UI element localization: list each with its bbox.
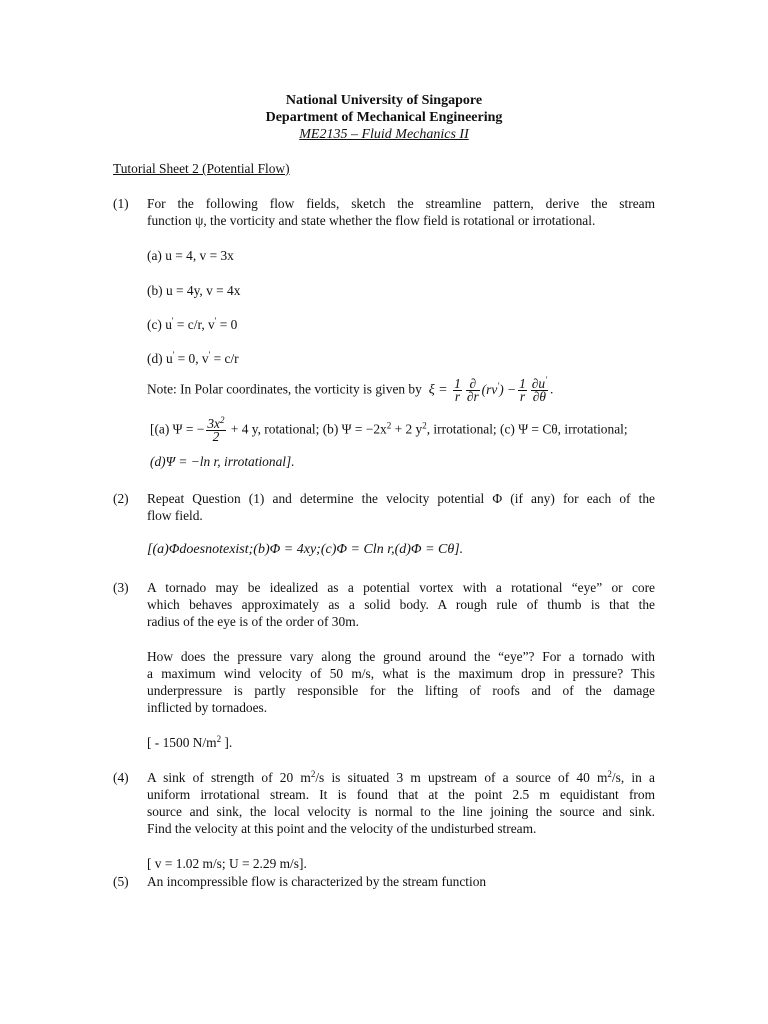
q5-number: (5) xyxy=(113,874,129,889)
q4-line1: A sink of strength of 20 $m^2/s$ is situated 3 m upstream of a source of 40 $m^2/s$, in a xyxy=(147,769,655,785)
q2-number: (2) xyxy=(113,491,129,506)
q3-p1-line2: which behaves approximately as a solid body. A rough rule of thumb is that the xyxy=(147,597,655,612)
course-title: ME2135 – Fluid Mechanics II xyxy=(299,127,469,142)
q3-p1-line3: radius of the eye is of the order of 30m. xyxy=(147,614,359,629)
department-title: Department of Mechanical Engineering xyxy=(265,110,503,125)
q4-line2: uniform irrotational stream. It is found that at the point 2.5 m equidistant from xyxy=(147,787,655,802)
q1-part-a: (a) u = 4, v = 3x xyxy=(147,248,234,263)
q2-line1: Repeat Question (1) and determine the velocity potential Φ (if any) for each of the xyxy=(147,491,655,506)
q3-p1-line1: A tornado may be idealized as a potential vortex with a rotational “eye” or core xyxy=(147,580,655,595)
q1-line2: function ψ, the vorticity and state whether the flow field is rotational or irrotational. xyxy=(147,213,596,228)
q1-number: (1) xyxy=(113,196,129,211)
q4-answer: [ v = 1.02 m/s; U = 2.29 m/s]. xyxy=(147,856,307,871)
q2-line2: flow field. xyxy=(147,508,203,523)
q3-number: (3) xyxy=(113,580,129,595)
q3-p2-line1: How does the pressure vary along the ground around the “eye”? For a tornado with xyxy=(147,649,655,664)
university-title: National University of Singapore xyxy=(285,93,483,108)
q1-part-d: (d) u' = 0, v' = c/r xyxy=(147,350,239,366)
q4-number: (4) xyxy=(113,770,129,785)
q4-line3: source and sink, the local velocity is normal to the line joining the source and sink. xyxy=(147,804,655,819)
q1-line1: For the following flow fields, sketch the streamline pattern, derive the stream xyxy=(147,196,655,211)
q3-p2-line4: inflicted by tornadoes. xyxy=(147,700,268,715)
q1-answer-line1: [(a) Ψ = − $\frac{3x^2}{2}$ + 4 y, rotational; (b) $\Psi = -2x^2 + 2$ $y^2$, irrotational; (c) Ψ = Cθ, irrotational; xyxy=(150,415,628,444)
q4-line4: Find the velocity at this point and the velocity of the undisturbed stream. xyxy=(147,821,537,836)
q1-part-b: (b) u = 4y, v = 4x xyxy=(147,283,241,298)
q1-answer-line2: (d)Ψ = −ln r, irrotational]. xyxy=(150,454,295,469)
q5-line1: An incompressible flow is characterized by the stream function xyxy=(147,874,487,889)
q3-p2-line3: underpressure is partly responsible for the lifting of roofs and of the damage xyxy=(147,683,655,698)
q3-answer: [ - 1500 $N/m^2$ ]. xyxy=(147,734,233,750)
q1-part-c: (c) u' = c/r, v' = 0 xyxy=(147,316,238,332)
sheet-title: Tutorial Sheet 2 (Potential Flow) xyxy=(113,161,290,176)
q3-p2-line2: a maximum wind velocity of 50 m/s, what is the maximum drop in pressure? This xyxy=(147,666,655,681)
q2-answer: [(a)Φdoesnotexist;(b)Φ = 4xy;(c)Φ = Cln r,(d)Φ = Cθ]. xyxy=(147,542,464,557)
q1-vorticity-note: Note: In Polar coordinates, the vorticity is given by ξ = $\frac{1}{r}$ $\frac{\partial}{\partial r}$ (rv') − $\frac{1}{r}$ $\frac{\partial u'}{\partial\theta}$ . xyxy=(147,375,554,404)
